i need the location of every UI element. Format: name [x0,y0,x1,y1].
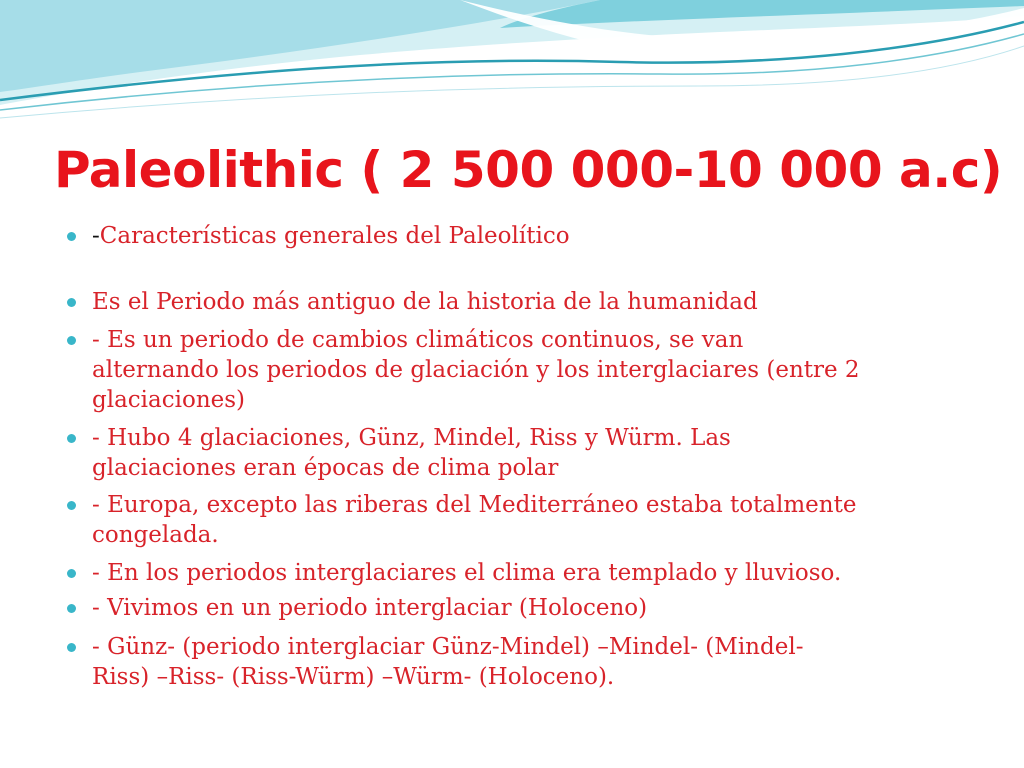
bullet-dot-icon [67,501,76,510]
bullet-item [92,558,972,588]
bullet-line [92,221,972,251]
bullet-item [92,632,972,692]
bullet-line: - Hubo 4 glaciaciones, Günz, Mindel, Riss y Würm. Las [92,425,731,451]
bullet-line: glaciaciones) [92,387,246,413]
bullet-line: - Günz- (periodo interglaciar Günz-Mindel) –Mindel- (Mindel- [92,634,804,660]
bullet-dot-icon [67,298,76,307]
bullet-dot-icon [67,336,76,345]
bullet-text: Características generales del Paleolítico [99,223,570,249]
bullet-line: congelada. [92,522,219,548]
bullet-item [92,423,972,483]
bullet-dash: - [92,223,100,249]
bullet-line: - Es un periodo de cambios climáticos continuos, se van [92,327,744,353]
bullet-line: glaciaciones eran épocas de clima polar [92,455,559,481]
bullet-dot-icon [67,604,76,613]
bullet-dot-icon [67,434,76,443]
bullet-line: - En los periodos interglaciares el clima era templado y lluvioso. [92,560,842,586]
bullet-item [92,325,972,415]
bullet-line: - Europa, excepto las riberas del Mediterráneo estaba totalmente [92,492,857,518]
bullet-line: - Vivimos en un periodo interglaciar (Holoceno) [92,595,648,621]
bullet-item [92,287,972,317]
bullet-prefix [92,223,570,249]
bullet-item [92,490,972,550]
slide-title: Paleolithic ( 2 500 000-10 000 a.c) [54,141,1003,199]
bullet-line: Es el Periodo más antiguo de la historia de la humanidad [92,289,758,315]
bullet-dot-icon [67,232,76,241]
bullet-item [92,221,972,251]
bullet-line: alternando los periodos de glaciación y los interglaciares (entre 2 [92,357,860,383]
bullet-line: Riss) –Riss- (Riss-Würm) –Würm- (Holoceno). [92,664,615,690]
wave-header-decoration [0,0,1024,140]
bullet-dot-icon [67,569,76,578]
bullet-item [92,593,972,623]
bullet-dot-icon [67,643,76,652]
